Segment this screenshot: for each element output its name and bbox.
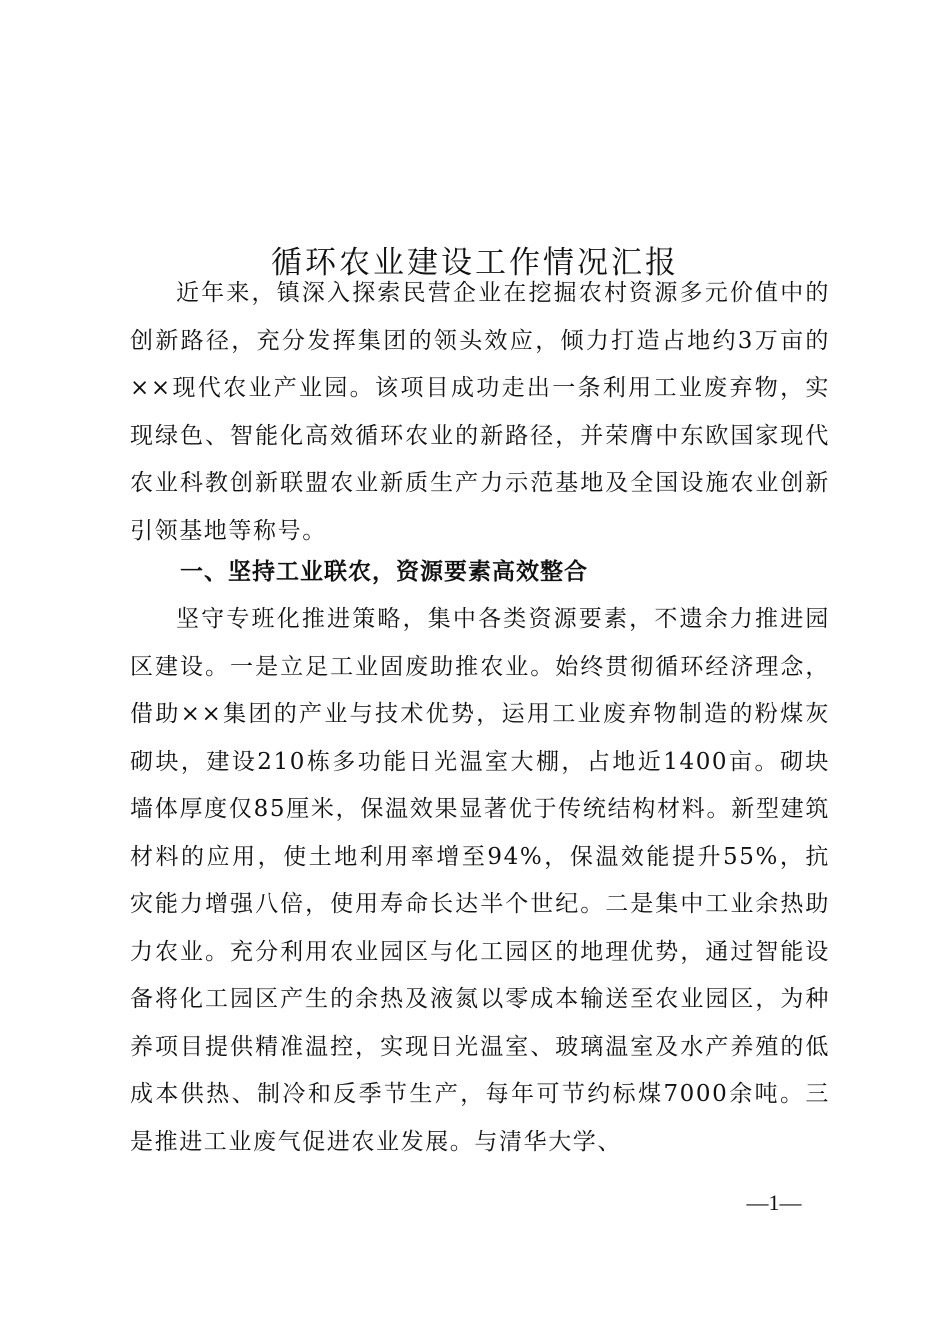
- page-number: —1—: [746, 1190, 802, 1215]
- document-title: 循环农业建设工作情况汇报: [271, 244, 679, 281]
- intro-paragraph: 近年来，镇深入探索民营企业在挖掘农村资源多元价值中的创新路径，充分发挥集团的领头效应，倾力打造占地约3万亩的××现代农业产业园。该项目成功走出一条利用工业废弃物，实现绿色、智能化高效循环农业的新路径，并荣膺中东欧国家现代农业科教创新联盟农业新质生产力示范基地及全国设施农业创新引领基地等称号。: [130, 280, 830, 544]
- section-1-paragraph: 坚守专班化推进策略，集中各类资源要素，不遗余力推进园区建设。一是立足工业固废助推农业。始终贯彻循环经济理念，借助××集团的产业与技术优势，运用工业废弃物制造的粉煤灰砌块，建设210栋多功能日光温室大棚，占地近1400亩。砌块墙体厚度仅85厘米，保温效果显著优于传统结构材料。新型建筑材料的应用，使土地利用率增至94%，保温效能提升55%，抗灾能力增强八倍，使用寿命长达半个世纪。二是集中工业余热助力农业。充分利用农业园区与化工园区的地理优势，通过智能设备将化工园区产生的余热及液氮以零成本输送至农业园区，为种养项目提供精准温控，实现日光温室、玻璃温室及水产养殖的低成本供热、制冷和反季节生产，每年可节约标煤7000余吨。三是推进工业废气促进农业发展。与清华大学、: [130, 606, 830, 1155]
- section-heading-1: 一、坚持工业联农，资源要素高效整合: [180, 559, 588, 585]
